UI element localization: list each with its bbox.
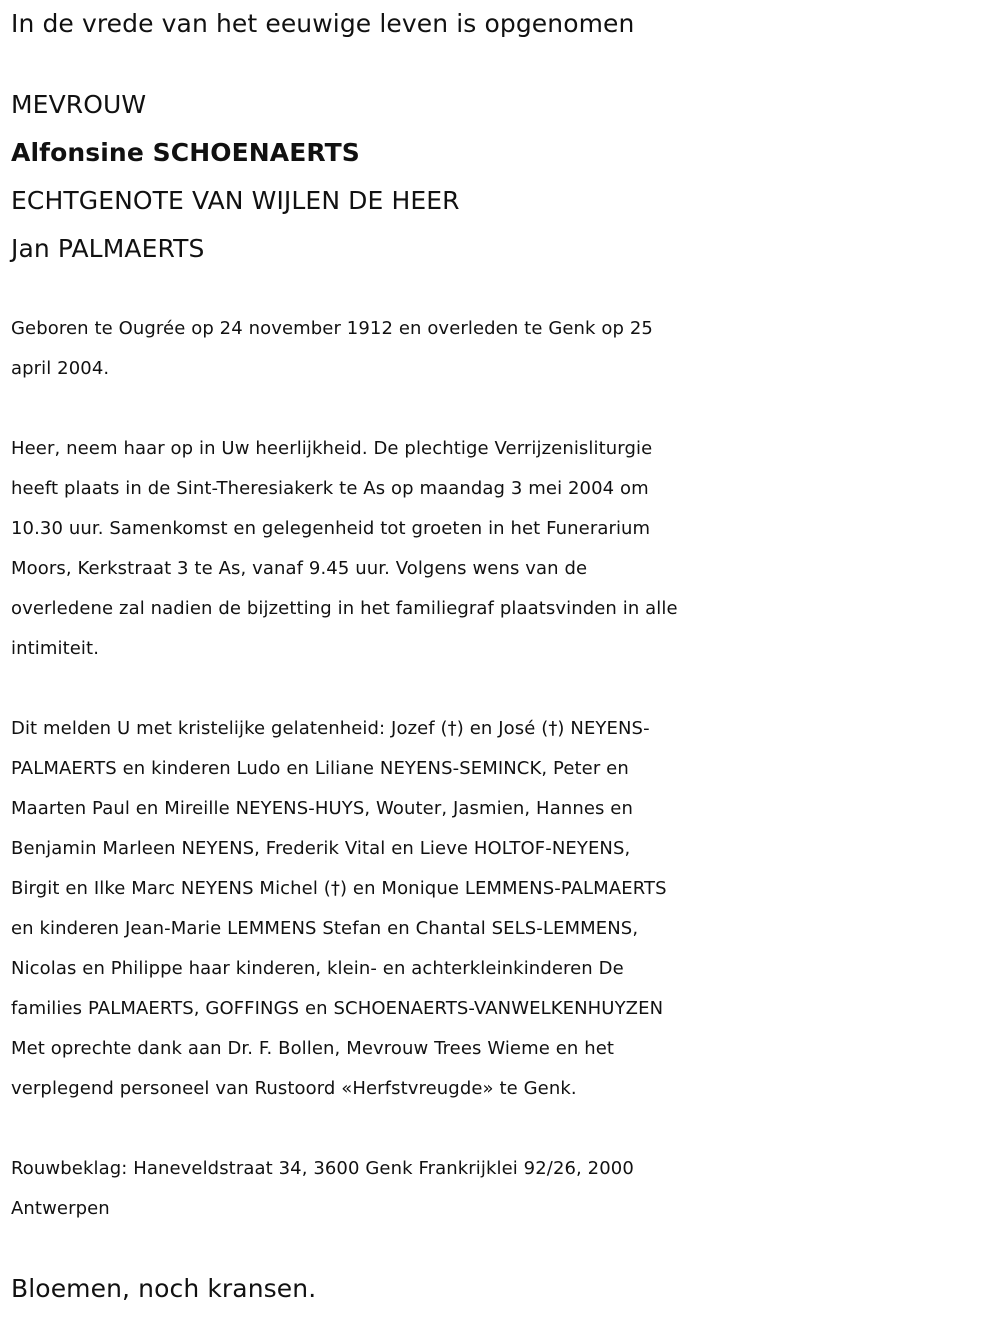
family-paragraph — [11, 709, 991, 1109]
paragraph-line: Met oprechte dank aan Dr. F. Bollen, Mevrouw Trees Wieme en het — [11, 1038, 615, 1059]
paragraph-line: heeft plaats in de Sint-Theresiakerk te As op maandag 3 mei 2004 om — [11, 478, 649, 499]
paragraph-line: april 2004. — [11, 358, 110, 379]
paragraph-line: Geboren te Ougrée op 24 november 1912 en overleden te Genk op 25 — [11, 318, 653, 339]
paragraph-line: Heer, neem haar op in Uw heerlijkheid. De plechtige Verrijzenisliturgie — [11, 438, 653, 459]
relation-text: ECHTGENOTE VAN WIJLEN DE HEER — [11, 186, 460, 215]
spouse-name: Jan PALMAERTS — [11, 234, 205, 263]
paragraph-line: Nicolas en Philippe haar kinderen, klein- en achterkleinkinderen De — [11, 958, 624, 979]
paragraph-line: Benjamin Marleen NEYENS, Frederik Vital en Lieve HOLTOF-NEYENS, — [11, 838, 631, 859]
paragraph-line: Birgit en Ilke Marc NEYENS Michel (†) en Monique LEMMENS-PALMAERTS — [11, 878, 667, 899]
paragraph-line: Moors, Kerkstraat 3 te As, vanaf 9.45 uur. Volgens wens van de — [11, 558, 588, 579]
address-paragraph — [11, 1149, 991, 1229]
paragraph-line: verplegend personeel van Rustoord «Herfstvreugde» te Genk. — [11, 1078, 577, 1099]
paragraph-line: en kinderen Jean-Marie LEMMENS Stefan en Chantal SELS-LEMMENS, — [11, 918, 639, 939]
paragraph-line: PALMAERTS en kinderen Ludo en Liliane NEYENS-SEMINCK, Peter en — [11, 758, 629, 779]
paragraph-line: 10.30 uur. Samenkomst en gelegenheid tot groeten in het Funerarium — [11, 518, 651, 539]
deceased-name: Alfonsine SCHOENAERTS — [11, 138, 360, 167]
birth-death-paragraph — [11, 309, 991, 389]
paragraph-line: overledene zal nadien de bijzetting in het familiegraf plaatsvinden in alle — [11, 598, 678, 619]
paragraph-line: Rouwbeklag: Haneveldstraat 34, 3600 Genk Frankrijklei 92/26, 2000 — [11, 1158, 634, 1179]
paragraph-line: intimiteit. — [11, 638, 100, 659]
service-paragraph — [11, 429, 991, 669]
paragraph-line: Antwerpen — [11, 1198, 110, 1219]
paragraph-line: Dit melden U met kristelijke gelatenheid: Jozef (†) en José (†) NEYENS- — [11, 718, 650, 739]
closing-text: Bloemen, noch kransen. — [11, 1274, 317, 1303]
paragraph-line: families PALMAERTS, GOFFINGS en SCHOENAERTS-VANWELKENHUYZEN — [11, 998, 664, 1019]
paragraph-line: Maarten Paul en Mireille NEYENS-HUYS, Wouter, Jasmien, Hannes en — [11, 798, 633, 819]
intro-text: In de vrede van het eeuwige leven is opgenomen — [11, 9, 635, 38]
honorific-title: MEVROUW — [11, 90, 147, 119]
